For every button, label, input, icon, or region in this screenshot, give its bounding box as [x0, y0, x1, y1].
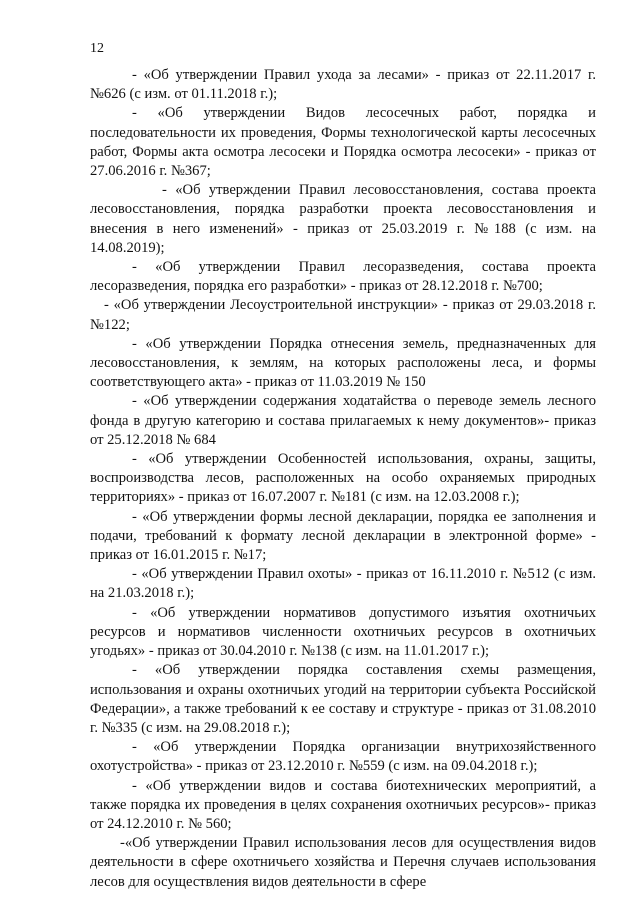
list-item: - «Об утверждении Лесоустроительной инструкции» - приказ от 29.03.2018 г. №122;	[90, 297, 596, 333]
page-number: 12	[90, 41, 104, 56]
document-body	[90, 66, 596, 892]
list-item: - «Об утверждении Правил лесовосстановления, состава проекта лесовосстановления, порядка разработки проекта лесовосстановления и внесения в него изменений» - приказ от 25.03.2019 г. №188 (с изм. на 14.08.2019);	[90, 182, 596, 256]
list-item: -«Об утверждении Правил использования лесов для осуществления видов деятельности в сфере охотничьего хозяйства и Перечня случаев использования лесов для осуществления видов деятельности в сфере	[90, 835, 596, 890]
list-item: - «Об утверждении содержания ходатайства о переводе земель лесного фонда в другую категорию и состава прилагаемых к нему документов»- приказ от 25.12.2018 № 684	[90, 393, 596, 448]
list-item: - «Об утверждении видов и состава биотехнических мероприятий, а также порядка их проведения в целях сохранения охотничьих ресурсов»- приказ от 24.12.2010 г. № 560;	[90, 777, 596, 832]
list-item: - «Об утверждении Порядка организации внутрихозяйственного охотустройства» - приказ от 23.12.2010 г. №559 (с изм. на 09.04.2018 г.);	[90, 739, 596, 775]
list-item: - «Об утверждении нормативов допустимого изъятия охотничьих ресурсов и нормативов численности охотничьих ресурсов в охотничьих угодьях» - приказ от 30.04.2010 г. №138 (с изм. на 11.01.2017 г.);	[90, 604, 596, 660]
list-item: - «Об утверждении Порядка отнесения земель, предназначенных для лесовосстановления, к землям, на которых расположены леса, и формы соответствующего акта» - приказ от 11.03.2019 № 150	[90, 335, 596, 391]
list-item: - «Об утверждении Особенностей использования, охраны, защиты, воспроизводства лесов, расположенных на особо охраняемых природных территориях» - приказ от 16.07.2007 г. №181 (с изм. на 12.03.2008 г.);	[90, 451, 596, 506]
list-item: - «Об утверждении порядка составления схемы размещения, использования и охраны охотничьих угодий на территории субъекта Российской Федерации», а также требований к ее составу и структуре - приказ от 31.08.2010 г. №335 (с изм. на 29.08.2018 г.);	[90, 662, 596, 736]
list-item: - «Об утверждении Правил ухода за лесами» - приказ от 22.11.2017 г. №626 (с изм. от 01.11.2018 г.);	[90, 67, 596, 103]
list-item: - «Об утверждении Правил лесоразведения, состава проекта лесоразведения, порядка его разработки» - приказ от 28.12.2018 г. №700;	[90, 259, 596, 295]
list-item: - «Об утверждении Правил охоты» - приказ от 16.11.2010 г. №512 (с изм. на 21.03.2018 г.);	[90, 566, 596, 602]
list-item: - «Об утверждении формы лесной декларации, порядка ее заполнения и подачи, требований к формату лесной декларации в электронной форме» - приказ от 16.01.2015 г. №17;	[90, 508, 596, 564]
list-item: - «Об утверждении Видов лесосечных работ, порядка и последовательности их проведения, Формы технологической карты лесосечных работ, Формы акта осмотра лесосеки и Порядка осмотра лесосеки» - приказ от 27.06.2016 г. №367;	[90, 105, 596, 180]
